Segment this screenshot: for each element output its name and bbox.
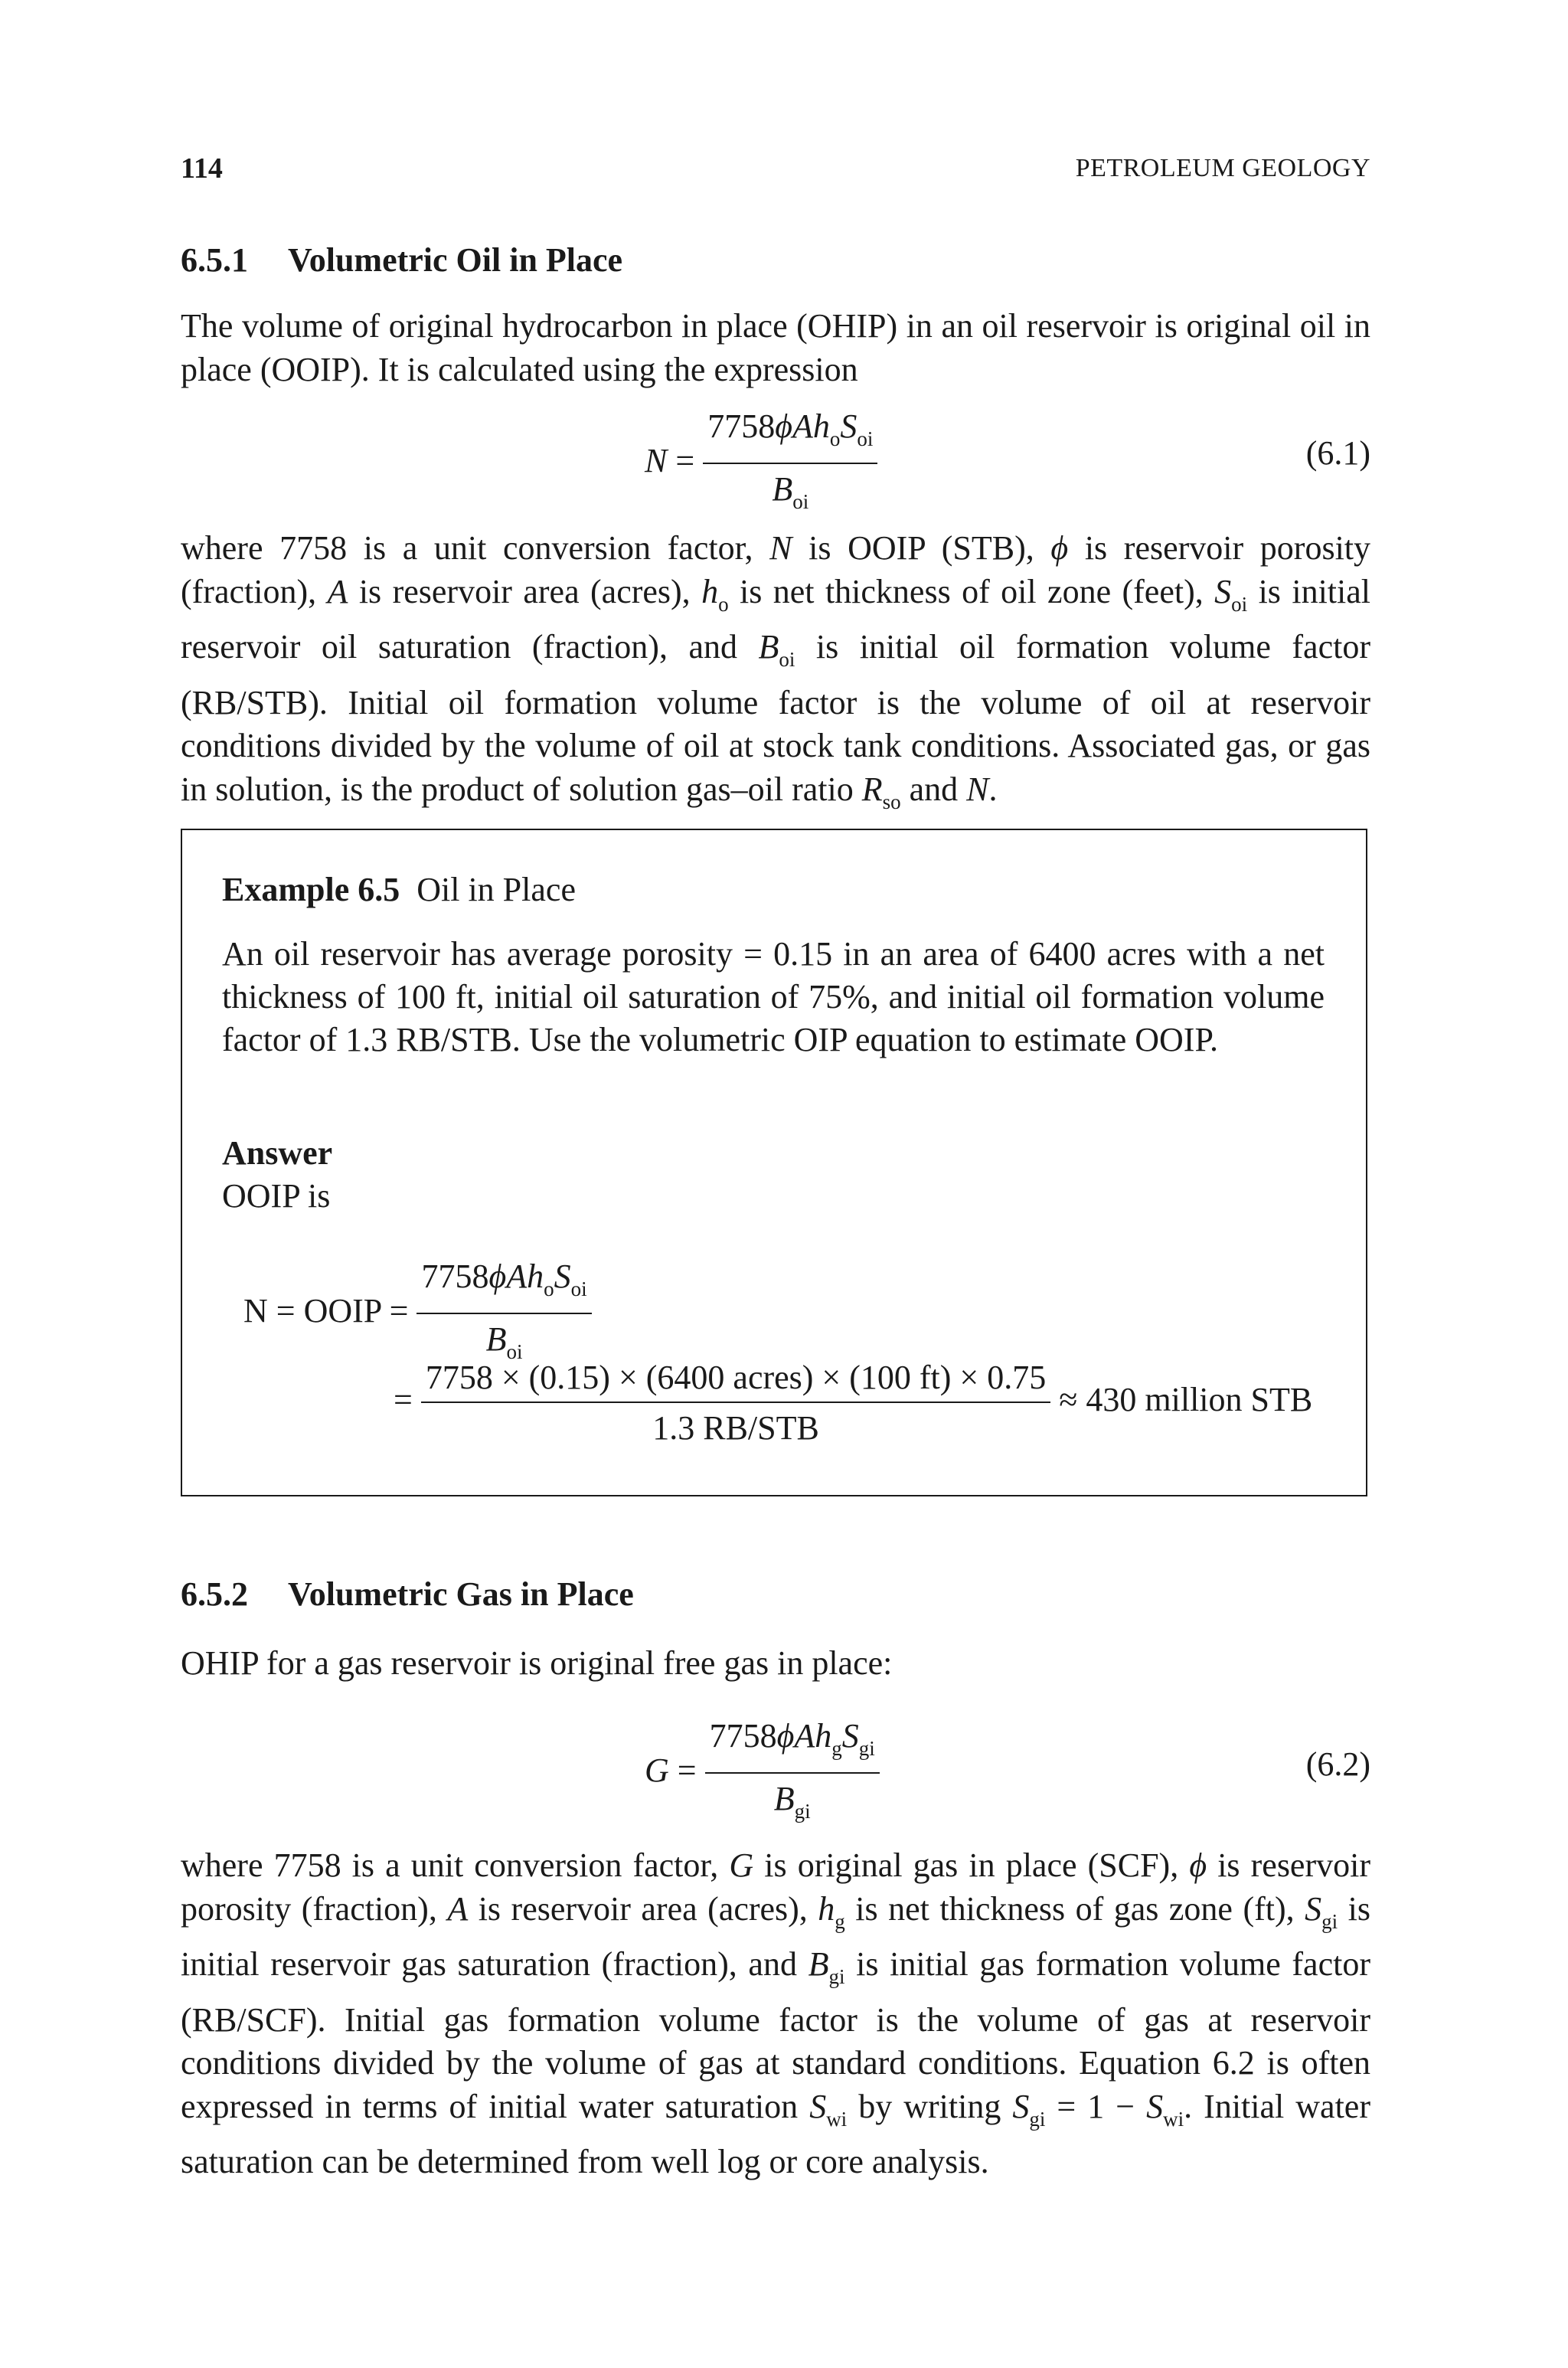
calc-denominator: 1.3 RB/STB xyxy=(652,1409,819,1447)
example-title-text: Oil in Place xyxy=(416,871,576,908)
example-title xyxy=(222,868,1325,911)
calc-numerator: 7758 × (0.15) × (6400 acres) × (100 ft) × 0.75 xyxy=(421,1357,1050,1403)
eq-lhs: G xyxy=(645,1751,669,1790)
example-problem: An oil reservoir has average porosity = 0.15 in an area of 6400 acres with a net thickness of 100 ft, initial oil saturation of 75%, and initial oil formation volume factor of 1.3 RB/STB. Use the volumetric OIP equation to estimate OOIP. xyxy=(222,935,1325,1058)
section-title: Volumetric Gas in Place xyxy=(288,1575,634,1613)
equation-number-6-2: (6.2) xyxy=(1305,1745,1370,1783)
eq-lhs: N xyxy=(645,442,668,480)
eq-numerator: $7758\phi Ah_gS_{gi}$ xyxy=(705,1715,880,1774)
intro-paragraph-gas: OHIP for a gas reservoir is original free gas in place: xyxy=(181,1644,893,1682)
line2-equals: = xyxy=(394,1381,413,1419)
where-paragraph-oil: where 7758 is a unit conversion factor, N is OOIP (STB), ϕ is reservoir porosity (fraction), A is reservoir area (acres), $h_o$ is net thickness of oil zone (feet), $S_{oi}$ is initial reservoir oil saturation (fraction), and $B_{oi}$ is initial oil formation volume factor (RB/STB). Initial oil formation volume factor is the volume of oil at reservoir conditions divided by the volume of oil at stock tank conditions. Associated gas, or gas in solution, is the product of solution gas–oil ratio $R_{so}$ and N. xyxy=(181,529,1371,813)
intro-paragraph-oil: The volume of original hydrocarbon in place (OHIP) in an oil reservoir is original oil in place (OOIP). It is calculated using the expression xyxy=(181,307,1370,388)
example-equation-line1 xyxy=(243,1256,592,1372)
section-number: 6.5.2 xyxy=(181,1575,248,1613)
equation-6-2 xyxy=(645,1715,880,1832)
answer-heading: Answer xyxy=(222,1134,333,1172)
section-heading-6-5-2 xyxy=(181,1575,634,1614)
eq-fraction xyxy=(705,1715,880,1832)
ooip-lhs: N = OOIP = xyxy=(243,1292,409,1330)
ooip-numerator: $7758\phi Ah_oS_{oi}$ xyxy=(416,1256,591,1314)
eq-denominator: $B_{gi}$ xyxy=(773,1780,811,1823)
equation-6-1 xyxy=(645,406,877,522)
eq-denominator: $B_{oi}$ xyxy=(772,470,809,513)
ooip-denominator: $B_{oi}$ xyxy=(485,1320,523,1363)
page-number: 114 xyxy=(181,152,223,185)
running-title: PETROLEUM GEOLOGY xyxy=(1075,154,1370,182)
eq-numerator: $7758\phi Ah_oS_{oi}$ xyxy=(703,406,877,464)
calc-result: ≈ 430 million STB xyxy=(1059,1381,1313,1419)
eq-fraction xyxy=(703,406,877,522)
eq-equals: = xyxy=(675,442,695,480)
section-heading-6-5-1 xyxy=(181,240,622,280)
where-paragraph-gas: where 7758 is a unit conversion factor, G is original gas in place (SCF), ϕ is reservoir porosity (fraction), A is reservoir area (acres), $h_g$ is net thickness of gas zone (ft), $S_{gi}$ is initial reservoir gas saturation (fraction), and $B_{gi}$ is initial gas formation volume factor (RB/SCF). Initial gas formation volume factor is the volume of gas at reservoir conditions divided by the volume of gas at standard conditions. Equation 6.2 is often expressed in terms of initial water saturation $S_{wi}$ by writing $S_{gi} = 1 - S_{wi}$. Initial water saturation can be determined from well log or core analysis. xyxy=(181,1846,1370,2180)
section-number: 6.5.1 xyxy=(181,241,248,279)
ooip-fraction xyxy=(416,1256,591,1372)
eq-equals: = xyxy=(677,1751,697,1790)
example-equation-line2 xyxy=(394,1357,1312,1449)
section-title: Volumetric Oil in Place xyxy=(288,241,623,279)
answer-intro: OOIP is xyxy=(222,1177,331,1215)
equation-number-6-1: (6.1) xyxy=(1305,434,1370,472)
example-label: Example 6.5 xyxy=(222,871,400,908)
calc-fraction xyxy=(421,1357,1050,1449)
